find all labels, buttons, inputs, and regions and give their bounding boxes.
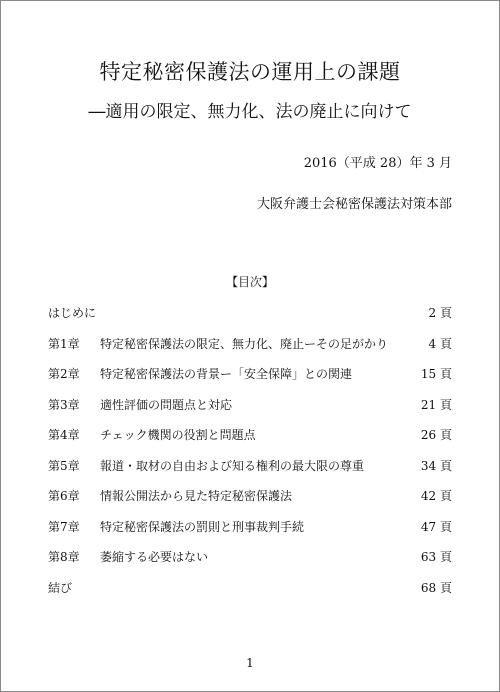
page-number: 1 bbox=[246, 656, 254, 670]
toc-entry bbox=[48, 359, 452, 390]
toc-title: 適性評価の問題点と対応 bbox=[100, 397, 233, 412]
toc-page: 42 頁 bbox=[420, 489, 452, 503]
toc-title: 特定秘密保護法の背景ー「安全保障」との関連 bbox=[100, 367, 353, 381]
table-of-contents bbox=[48, 298, 452, 603]
toc-chapter: 第1章 bbox=[48, 336, 80, 351]
toc-entry bbox=[48, 420, 452, 451]
toc-page: 15 頁 bbox=[420, 367, 452, 381]
toc-title: 情報公開法から見た特定秘密保護法 bbox=[100, 489, 293, 503]
toc-entry bbox=[48, 390, 452, 421]
toc-page: 47 頁 bbox=[420, 519, 452, 534]
toc-title: 特定秘密保護法の罰則と刑事裁判手続 bbox=[100, 519, 305, 534]
document-title: 特定秘密保護法の運用上の課題 bbox=[99, 60, 401, 84]
toc-page: 68 頁 bbox=[420, 580, 452, 595]
toc-chapter: 第5章 bbox=[48, 458, 80, 473]
toc-title: チェック機関の役割と問題点 bbox=[100, 428, 256, 442]
document-author: 大阪弁護士会秘密保護法対策本部 bbox=[256, 197, 452, 212]
toc-title: 報道・取材の自由および知る権利の最大限の尊重 bbox=[100, 458, 365, 473]
toc-page: 26 頁 bbox=[420, 428, 452, 442]
toc-entry bbox=[48, 542, 452, 573]
toc-chapter: 第7章 bbox=[48, 519, 80, 534]
toc-chapter: 第2章 bbox=[48, 367, 80, 381]
toc-chapter: 第4章 bbox=[48, 428, 80, 442]
toc-title: 特定秘密保護法の限定、無力化、廃止ーその足がかり bbox=[100, 336, 389, 351]
toc-page: 34 頁 bbox=[420, 458, 452, 473]
toc-chapter: 結び bbox=[48, 580, 73, 595]
toc-chapter: はじめに bbox=[48, 306, 97, 320]
document-subtitle: ―適用の限定、無力化、法の廃止に向けて bbox=[88, 102, 412, 122]
toc-chapter: 第8章 bbox=[48, 550, 80, 564]
toc-chapter: 第6章 bbox=[48, 489, 80, 503]
toc-heading: 【目次】 bbox=[225, 275, 274, 289]
toc-entry bbox=[48, 451, 452, 482]
toc-entry bbox=[48, 512, 452, 543]
toc-title: 萎縮する必要はない bbox=[100, 550, 209, 564]
document-date: 2016（平成 28）年 3 月 bbox=[303, 156, 452, 171]
toc-entry bbox=[48, 298, 452, 329]
toc-page: 2 頁 bbox=[428, 306, 452, 320]
toc-entry bbox=[48, 573, 452, 604]
toc-entry bbox=[48, 329, 452, 360]
toc-page: 63 頁 bbox=[420, 550, 452, 564]
toc-page: 4 頁 bbox=[428, 336, 452, 351]
toc-page: 21 頁 bbox=[420, 397, 452, 412]
toc-entry bbox=[48, 481, 452, 512]
toc-chapter: 第3章 bbox=[48, 397, 80, 412]
